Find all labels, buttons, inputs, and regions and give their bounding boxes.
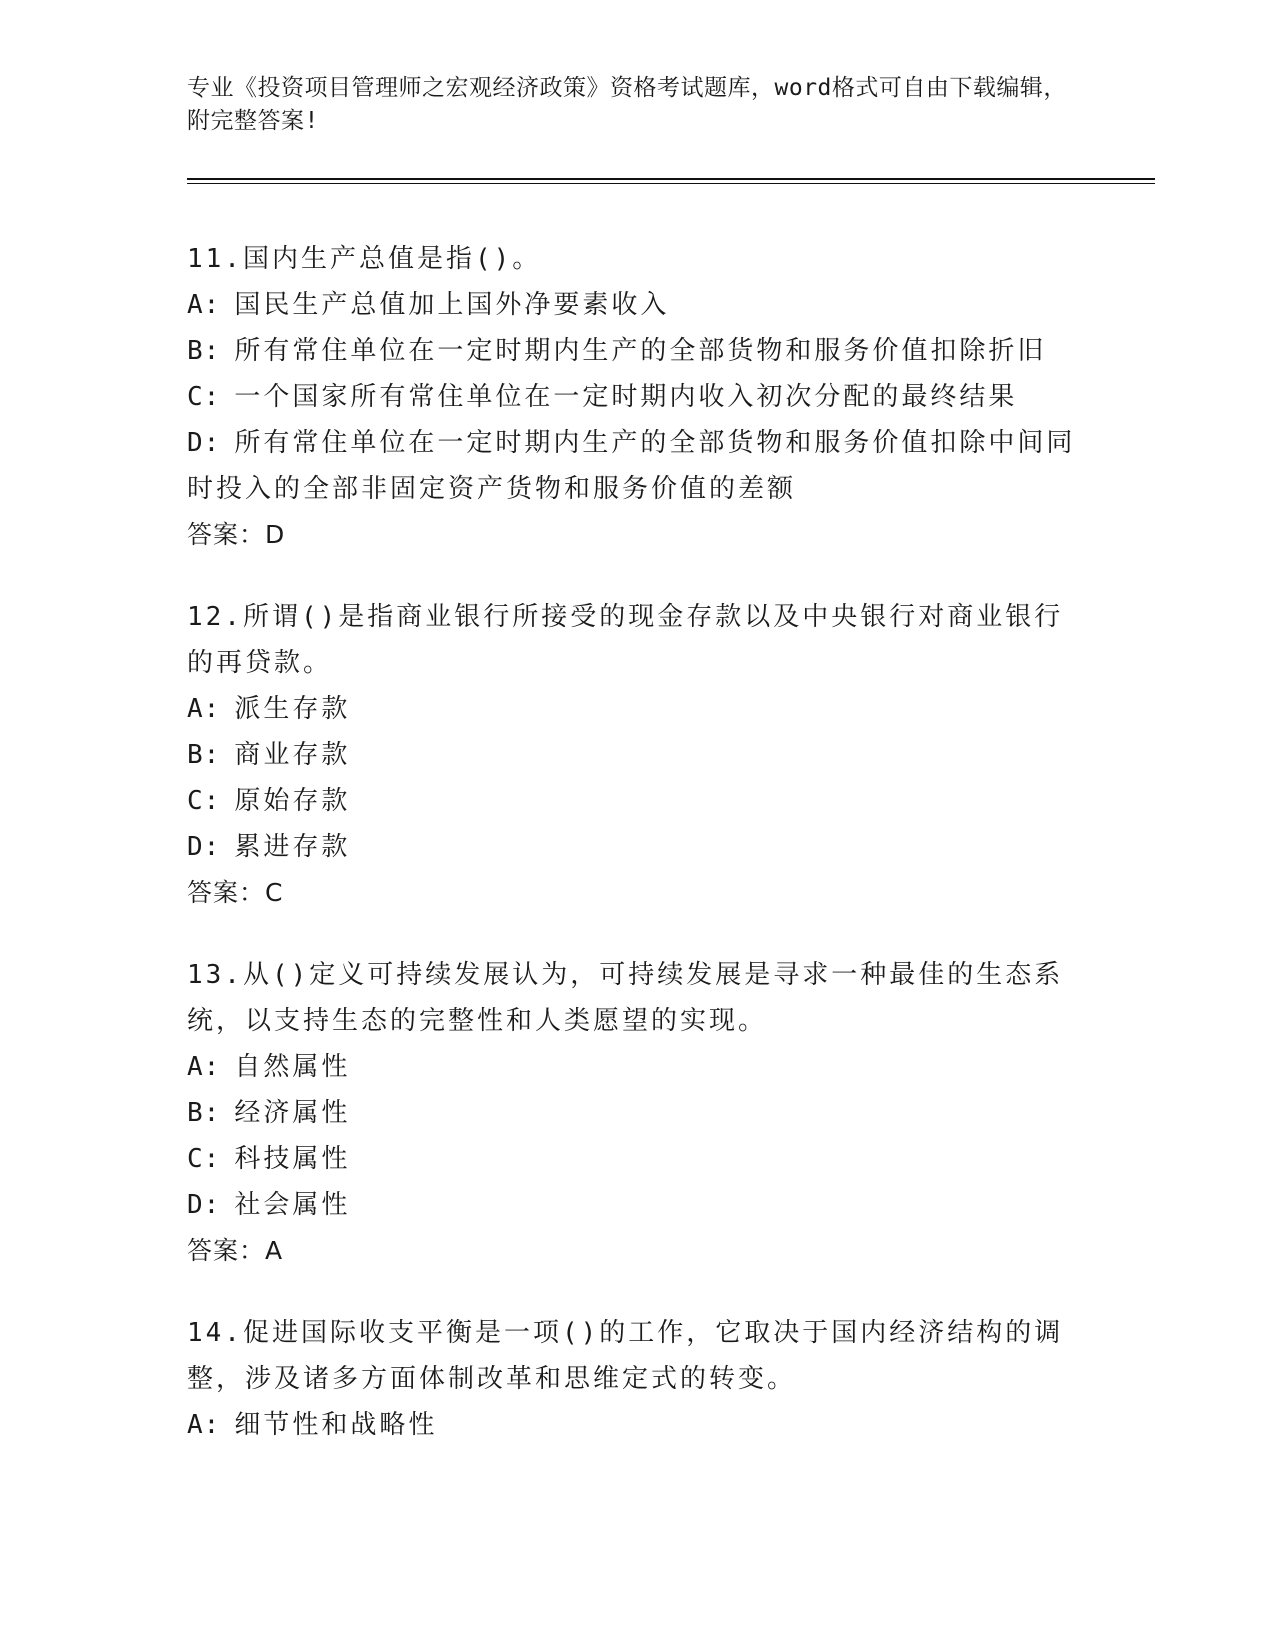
option-text: 社会属性: [234, 1190, 351, 1220]
question-12: [187, 594, 1077, 916]
option-text: 自然属性: [234, 1052, 351, 1082]
option-b: [187, 1090, 1077, 1136]
option-letter: B:: [187, 740, 221, 770]
page-header: 专业《投资项目管理师之宏观经济政策》资格考试题库，word格式可自由下载编辑，附完整答案!: [187, 75, 1067, 134]
answer-line: 答案：A: [187, 1236, 284, 1265]
header-divider-thin: [187, 183, 1155, 184]
option-text: 原始存款: [234, 786, 351, 816]
option-text: 一个国家所有常住单位在一定时期内收入初次分配的最终结果: [234, 382, 1018, 412]
option-c: [187, 1136, 1077, 1182]
question-list: [187, 236, 1077, 1484]
option-letter: A:: [187, 1410, 221, 1440]
option-letter: D:: [187, 428, 221, 458]
option-c: [187, 374, 1077, 420]
option-b: [187, 732, 1077, 778]
option-d: [187, 420, 1077, 512]
option-letter: C:: [187, 786, 221, 816]
question-stem: 14.促进国际收支平衡是一项()的工作，它取决于国内经济结构的调整，涉及诸多方面体制改革和思维定式的转变。: [187, 1318, 1064, 1394]
option-text: 派生存款: [234, 694, 351, 724]
option-a: [187, 282, 1077, 328]
option-letter: D:: [187, 1190, 221, 1220]
option-letter: D:: [187, 832, 221, 862]
option-letter: A:: [187, 1052, 221, 1082]
option-a: [187, 1402, 1077, 1448]
option-a: [187, 686, 1077, 732]
option-c: [187, 778, 1077, 824]
option-text: 累进存款: [234, 832, 351, 862]
answer-line: 答案：D: [187, 520, 286, 549]
option-d: [187, 1182, 1077, 1228]
question-14: [187, 1310, 1077, 1448]
option-letter: C:: [187, 1144, 221, 1174]
option-letter: B:: [187, 1098, 221, 1128]
option-text: 科技属性: [234, 1144, 351, 1174]
option-text: 所有常住单位在一定时期内生产的全部货物和服务价值扣除中间同时投入的全部非固定资产货物和服务价值的差额: [187, 428, 1076, 504]
option-letter: C:: [187, 382, 221, 412]
option-text: 所有常住单位在一定时期内生产的全部货物和服务价值扣除折旧: [234, 336, 1047, 366]
option-text: 细节性和战略性: [234, 1410, 438, 1440]
question-stem: 12.所谓()是指商业银行所接受的现金存款以及中央银行对商业银行的再贷款。: [187, 602, 1064, 678]
question-11: [187, 236, 1077, 558]
option-d: [187, 824, 1077, 870]
answer-line: 答案：C: [187, 878, 284, 907]
header-divider: [187, 178, 1155, 180]
option-a: [187, 1044, 1077, 1090]
question-13: [187, 952, 1077, 1274]
question-stem: 11.国内生产总值是指()。: [187, 244, 542, 274]
option-text: 商业存款: [234, 740, 351, 770]
option-letter: A:: [187, 694, 221, 724]
question-stem: 13.从()定义可持续发展认为，可持续发展是寻求一种最佳的生态系统，以支持生态的完整性和人类愿望的实现。: [187, 960, 1064, 1036]
option-b: [187, 328, 1077, 374]
option-text: 经济属性: [234, 1098, 351, 1128]
option-letter: A:: [187, 290, 221, 320]
option-letter: B:: [187, 336, 221, 366]
option-text: 国民生产总值加上国外净要素收入: [234, 290, 670, 320]
